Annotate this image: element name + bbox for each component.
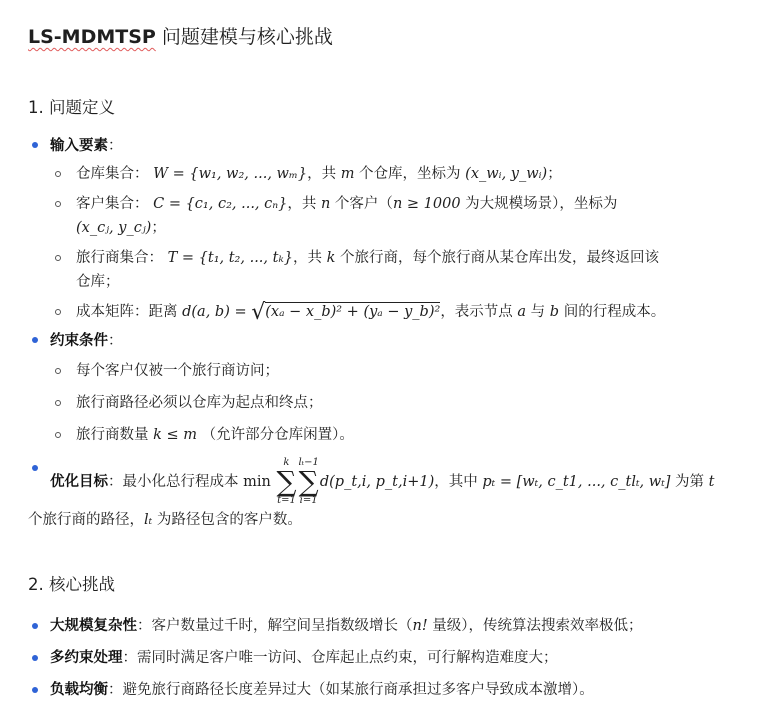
- constraints-sublist: [50, 359, 751, 447]
- constraint-text: 旅行商路径必须以仓库为起点和终点；: [76, 395, 323, 411]
- sum-lower-limit: t=1: [277, 495, 296, 506]
- cost-text3: 与: [526, 304, 550, 320]
- customer-cond: n ≥ 1000: [392, 196, 461, 212]
- section-heading-definition: 1. 问题定义: [28, 98, 115, 117]
- customer-coord: (x_cⱼ, y_cⱼ): [76, 220, 152, 236]
- sqrt-symbol: √: [251, 300, 266, 325]
- customer-text3: 为大规模场景），坐标为: [460, 196, 618, 212]
- cost-text1: 距离: [148, 304, 183, 320]
- warehouse-text1: ，共: [307, 166, 341, 182]
- customer-var: n: [320, 196, 331, 212]
- cost-radicand: (xₐ − x_b)² + (yₐ − y_b)²: [265, 304, 441, 320]
- salesman-var: k: [326, 250, 336, 266]
- sum-lower-limit: i=1: [299, 495, 318, 506]
- objective-var-lt: lₜ: [144, 512, 153, 528]
- objective-text1: ：最小化总行程成本: [108, 474, 244, 490]
- challenges-list: [28, 615, 751, 701]
- list-item-objective: [28, 457, 751, 533]
- sum-upper-limit: k: [283, 457, 290, 468]
- sigma-icon: ∑: [276, 465, 297, 498]
- challenge-item: [28, 647, 751, 669]
- title-rest: 问题建模与核心挑战: [155, 26, 333, 48]
- definition-list: [28, 134, 751, 533]
- challenge-text: ：需同时满足客户唯一访问、仓库起止点约束，可行解构造难度大；: [122, 650, 558, 666]
- list-item-inputs: [28, 134, 751, 325]
- challenge-text: ：避免旅行商路径长度差异过大（如某旅行商承担过多客户导致成本激增）。: [108, 682, 594, 698]
- customer-text4: ；: [151, 220, 166, 236]
- customer-text2: 个客户（: [330, 196, 393, 212]
- inputs-sublist: [50, 162, 751, 325]
- colon: ：: [108, 138, 123, 154]
- challenge-label: 多约束处理: [50, 650, 123, 666]
- challenge-item: [28, 615, 751, 637]
- constraint-item: [50, 391, 751, 415]
- sum-symbol-outer: [276, 457, 296, 507]
- constraint-text: 每个客户仅被一个旅行商访问；: [76, 363, 279, 379]
- salesman-text1: ，共: [292, 250, 327, 266]
- constraint-text: 旅行商数量: [76, 427, 154, 443]
- colon: ：: [108, 333, 123, 349]
- cost-var-b: b: [549, 304, 560, 320]
- customer-label: 客户集合：: [76, 196, 149, 212]
- objective-text3: 为第: [670, 474, 709, 490]
- section-heading-challenges: 2. 核心挑战: [28, 575, 115, 594]
- constraint-text-after: （允许部分仓库闲置）。: [201, 427, 354, 443]
- warehouse-coord: (x_wᵢ, y_wᵢ): [465, 166, 548, 182]
- warehouse-formula: W = {w₁, w₂, ..., wₘ}: [153, 166, 308, 182]
- cost-text2: ，表示节点: [440, 304, 518, 320]
- customer-text1: ，共: [287, 196, 321, 212]
- objective-text5: 为路径包含的客户数。: [152, 512, 302, 528]
- salesman-text3: 仓库；: [76, 274, 120, 290]
- challenge-item: [28, 679, 751, 701]
- challenge-formula: n!: [412, 618, 428, 634]
- constraint-formula: k ≤ m: [153, 427, 198, 443]
- cost-label: 成本矩阵：: [76, 304, 149, 320]
- objective-continuation: [28, 507, 751, 533]
- salesman-text2: 个旅行商，每个旅行商从某仓库出发，最终返回该: [335, 250, 659, 266]
- objective-label: 优化目标: [50, 474, 108, 490]
- challenge-text: ：客户数量过千时，解空间呈指数级增长（: [137, 618, 413, 634]
- cost-formula-left: d(a, b) =: [182, 304, 252, 320]
- objective-text4: 个旅行商的路径，: [28, 512, 144, 528]
- constraints-label: 约束条件: [50, 333, 108, 349]
- cost-var-a: a: [517, 304, 527, 320]
- challenge-label: 大规模复杂性: [50, 618, 137, 634]
- customer-formula: C = {c₁, c₂, ..., cₙ}: [153, 196, 288, 212]
- list-item-constraints: [28, 329, 751, 447]
- salesman-label: 旅行商集合：: [76, 250, 163, 266]
- salesman-formula: T = {t₁, t₂, ..., tₖ}: [167, 250, 293, 266]
- title-prefix: LS-MDMTSP: [28, 26, 156, 48]
- warehouse-var: m: [340, 166, 355, 182]
- cost-text4: 间的行程成本。: [559, 304, 666, 320]
- list-item-salesman: [50, 246, 751, 294]
- objective-var-t: t: [708, 474, 715, 490]
- warehouse-text3: ；: [547, 166, 562, 182]
- challenge-label: 负载均衡: [50, 682, 108, 698]
- list-item-cost: [50, 300, 751, 325]
- objective-text2: ，其中: [434, 474, 483, 490]
- objective-term: d(p_t,i, p_t,i+1): [319, 474, 435, 490]
- constraint-item: [50, 359, 751, 383]
- sigma-icon: ∑: [298, 465, 319, 498]
- objective-path-formula: pₜ = [wₜ, c_t1, ..., c_tlₜ, wₜ]: [482, 474, 671, 490]
- warehouse-text2: 个仓库，坐标为: [354, 166, 466, 182]
- sum-symbol-inner: [298, 457, 318, 507]
- objective-min: min: [243, 474, 271, 490]
- constraint-item: [50, 423, 751, 447]
- list-item-customer: [50, 192, 751, 240]
- warehouse-label: 仓库集合：: [76, 166, 149, 182]
- inputs-label: 输入要素: [50, 138, 108, 154]
- list-item-warehouse: [50, 162, 751, 186]
- sum-upper-limit: lₜ−1: [298, 457, 319, 468]
- page-title: [28, 0, 751, 62]
- challenge-text2: 量级），传统算法搜索效率极低；: [427, 618, 643, 634]
